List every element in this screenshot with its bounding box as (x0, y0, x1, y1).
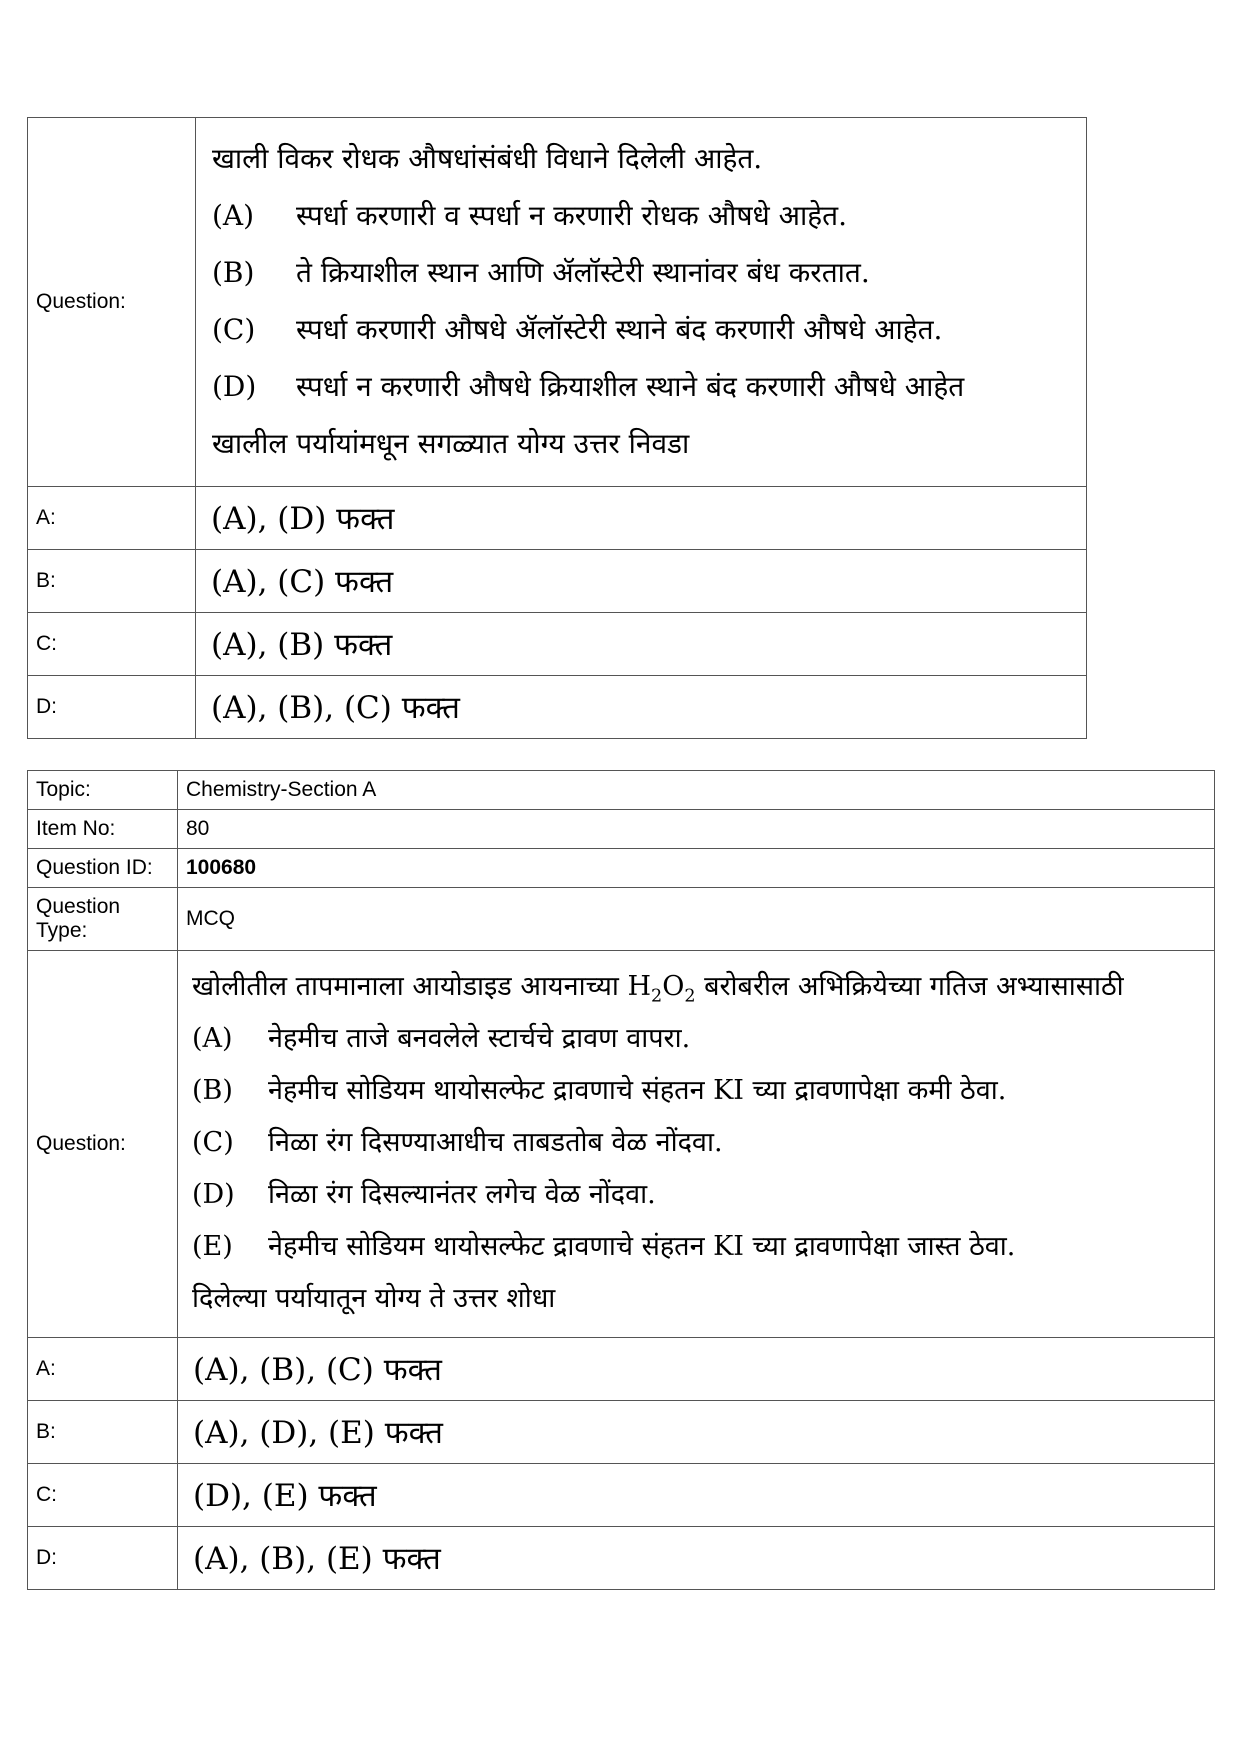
question-intro: खाली विकर रोधक औषधांसंबंधी विधाने दिलेली आहेत. (212, 142, 763, 175)
question-text (178, 951, 1215, 1338)
option-row (28, 1527, 1215, 1590)
option-label: C: (28, 613, 196, 676)
question-closing: खालील पर्यायांमधून सगळ्यात योग्य उत्तर निवडा (212, 427, 690, 460)
question-id-value: 100680 (178, 849, 1215, 888)
statement-b: (B) नेहमीच सोडियम थायोसल्फेट द्रावणाचे संहतन KI च्या द्रावणापेक्षा कमी ठेवा. (192, 1075, 1007, 1106)
option-label: D: (28, 676, 196, 739)
option-row (28, 1401, 1215, 1464)
question-label: Question: (28, 951, 178, 1338)
question-id-row (28, 849, 1215, 888)
question-row (28, 951, 1215, 1338)
question-row (28, 118, 1087, 487)
question-intro: खोलीतील तापमानाला आयोडाइड आयनाच्या $H_2O_2$ बरोबरील अभिक्रियेच्या गतिज अभ्यासासाठी (192, 971, 1124, 1007)
question-type-label: Question Type: (28, 888, 178, 951)
option-label: A: (28, 487, 196, 550)
option-row (28, 550, 1087, 613)
option-row (28, 1464, 1215, 1527)
item-no-row (28, 810, 1215, 849)
option-label: D: (28, 1527, 178, 1590)
option-label: B: (28, 1401, 178, 1464)
statement-a: (A) स्पर्धा करणारी व स्पर्धा न करणारी रोधक औषधे आहेत. (212, 199, 847, 232)
topic-value: Chemistry-Section A (178, 771, 1215, 810)
option-text: (D), (E) फक्त (178, 1464, 1215, 1527)
option-text: (A), (C) फक्त (196, 550, 1087, 613)
question-table-2 (27, 770, 1215, 1590)
question-type-value: MCQ (178, 888, 1215, 951)
statement-b: (B) ते क्रियाशील स्थान आणि ॲलॉस्टेरी स्थानांवर बंध करतात. (212, 256, 870, 289)
topic-row (28, 771, 1215, 810)
question-label: Question: (28, 118, 196, 487)
option-label: B: (28, 550, 196, 613)
statement-d: (D) स्पर्धा न करणारी औषधे क्रियाशील स्थाने बंद करणारी औषधे आहेत (212, 370, 965, 403)
question-text (196, 118, 1087, 487)
statement-c: (C) निळा रंग दिसण्याआधीच ताबडतोब वेळ नोंदवा. (192, 1127, 723, 1158)
option-row (28, 613, 1087, 676)
option-row (28, 487, 1087, 550)
topic-label: Topic: (28, 771, 178, 810)
option-label: C: (28, 1464, 178, 1527)
option-text: (A), (D) फक्त (196, 487, 1087, 550)
option-text: (A), (B) फक्त (196, 613, 1087, 676)
item-no-value: 80 (178, 810, 1215, 849)
question-closing: दिलेल्या पर्यायातून योग्य ते उत्तर शोधा (192, 1283, 556, 1314)
option-row (28, 1338, 1215, 1401)
option-text: (A), (B), (C) फक्त (196, 676, 1087, 739)
question-type-row (28, 888, 1215, 951)
option-text: (A), (B), (C) फक्त (178, 1338, 1215, 1401)
option-text: (A), (D), (E) फक्त (178, 1401, 1215, 1464)
option-label: A: (28, 1338, 178, 1401)
statement-d: (D) निळा रंग दिसल्यानंतर लगेच वेळ नोंदवा. (192, 1179, 656, 1210)
question-id-label: Question ID: (28, 849, 178, 888)
option-row (28, 676, 1087, 739)
statement-a: (A) नेहमीच ताजे बनवलेले स्टार्चचे द्रावण वापरा. (192, 1023, 691, 1054)
statement-e: (E) नेहमीच सोडियम थायोसल्फेट द्रावणाचे संहतन KI च्या द्रावणापेक्षा जास्त ठेवा. (192, 1231, 1016, 1262)
statement-c: (C) स्पर्धा करणारी औषधे ॲलॉस्टेरी स्थाने बंद करणारी औषधे आहेत. (212, 313, 943, 346)
question-table-1 (27, 117, 1087, 739)
option-text: (A), (B), (E) फक्त (178, 1527, 1215, 1590)
item-no-label: Item No: (28, 810, 178, 849)
